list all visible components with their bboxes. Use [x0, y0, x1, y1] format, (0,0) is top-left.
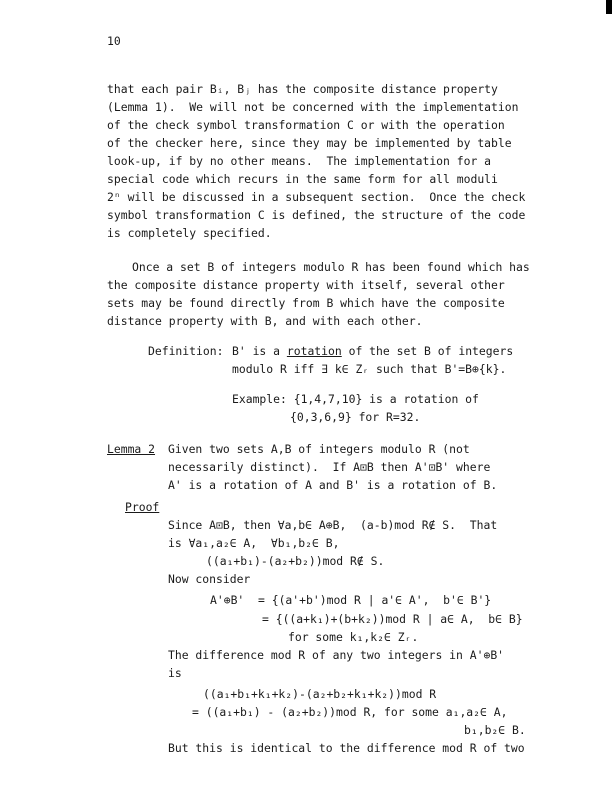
text-line: for some k₁,k₂∈ Zᵣ.: [288, 630, 419, 644]
equation-line: A'⊕B' = {(a'+b')mod R | a'∈ A', b'∈ B'}: [210, 593, 492, 607]
page-corner-mark: [606, 0, 612, 14]
page-number: 10: [107, 34, 121, 48]
text-line: ((a₁+b₁)-(a₂+b₂))mod R∉ S.: [206, 554, 385, 568]
text-line: A' is a rotation of A and B' is a rotation of B.: [168, 478, 498, 492]
definition-text-b: of the set B of integers: [341, 344, 514, 358]
equation-line: = {((a+k₁)+(b+k₂))mod R | a∈ A, b∈ B}: [262, 612, 523, 626]
text-line: distance property with B, and with each other.: [107, 314, 423, 328]
definition-line-1: [232, 344, 513, 358]
text-line: Given two sets A,B of integers modulo R (not: [168, 442, 470, 456]
example-line-2: {0,3,6,9} for R=32.: [290, 410, 421, 424]
text-line: The difference mod R of any two integers in A'⊕B': [168, 648, 505, 662]
text-line: b₁,b₂∈ B.: [464, 723, 526, 737]
text-line: But this is identical to the difference mod R of two: [168, 741, 525, 755]
text-line: 2ⁿ will be discussed in a subsequent section. Once the check: [107, 190, 526, 204]
text-line: that each pair Bᵢ, Bⱼ has the composite distance property: [107, 82, 498, 96]
definition-label: Definition:: [148, 344, 224, 358]
text-line: Since A⊡B, then ∀a,b∈ A⊕B, (a-b)mod R∉ S. That: [168, 518, 498, 532]
text-line: special code which recurs in the same form for all moduli: [107, 172, 498, 186]
text-line: (Lemma 1). We will not be concerned with the implementation: [107, 100, 519, 114]
text-line: necessarily distinct). If A⊡B then A'⊡B' where: [168, 460, 491, 474]
text-line: of the checker here, since they may be implemented by table: [107, 136, 512, 150]
equation-line: = ((a₁+b₁) - (a₂+b₂))mod R, for some a₁,a₂∈ A,: [192, 705, 508, 719]
text-line: of the check symbol transformation C or with the operation: [107, 118, 505, 132]
text-line: is ∀a₁,a₂∈ A, ∀b₁,b₂∈ B,: [168, 536, 340, 550]
text-line: is: [168, 666, 182, 680]
text-line: symbol transformation C is defined, the structure of the code: [107, 208, 526, 222]
definition-line-2: modulo R iff ∃ k∈ Zᵣ such that B'=B⊕{k}.: [232, 362, 507, 376]
definition-text-a: B' is a: [232, 344, 287, 358]
text-line: look-up, if by no other means. The implementation for a: [107, 154, 492, 168]
equation-line: ((a₁+b₁+k₁+k₂)-(a₂+b₂+k₁+k₂))mod R: [203, 687, 437, 701]
rotation-term: rotation: [286, 344, 342, 358]
text-line: sets may be found directly from B which have the composite: [107, 296, 505, 310]
proof-label: Proof: [125, 500, 160, 514]
text-line: Once a set B of integers modulo R has been found which has: [132, 260, 530, 274]
example-line-1: Example: {1,4,7,10} is a rotation of: [232, 392, 479, 406]
text-line: is completely specified.: [107, 226, 272, 240]
text-line: the composite distance property with itself, several other: [107, 278, 505, 292]
lemma-label: Lemma 2: [107, 442, 156, 456]
text-line: Now consider: [168, 572, 251, 586]
